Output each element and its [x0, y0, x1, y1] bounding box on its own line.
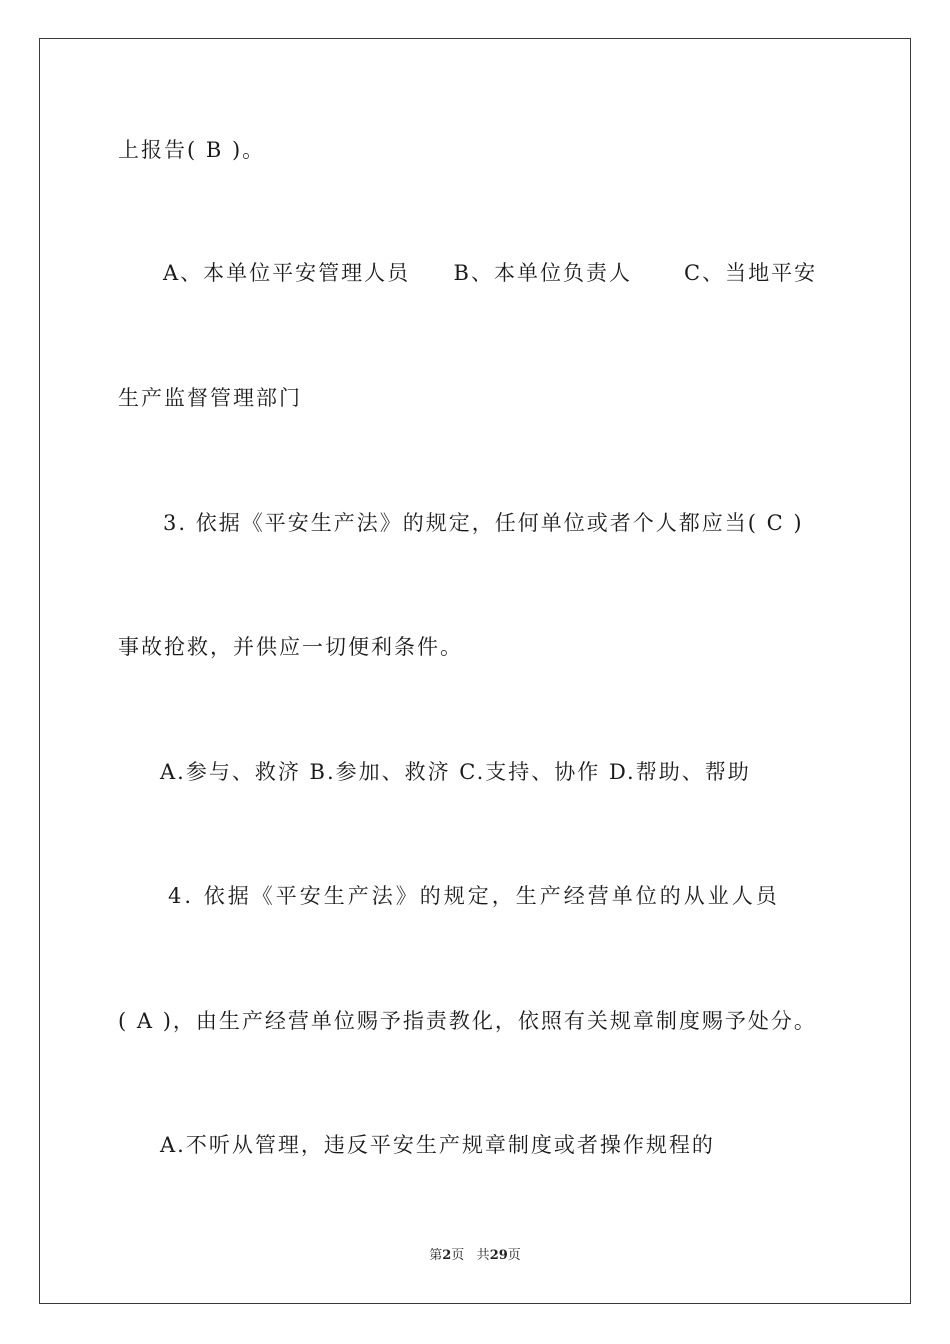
total-pages-number: 29	[489, 1248, 508, 1263]
text-line-3: 生产监督管理部门	[118, 386, 302, 410]
total-prefix: 共	[476, 1248, 490, 1263]
current-page-number: 2	[442, 1248, 452, 1263]
page-border	[39, 38, 911, 1304]
page-prefix: 第	[429, 1248, 443, 1263]
page-footer	[0, 1247, 950, 1265]
text-line-7: 4. 依据《平安生产法》的规定，生产经营单位的从业人员	[168, 884, 780, 908]
text-line-9: A.不听从管理，违反平安生产规章制度或者操作规程的	[160, 1133, 715, 1157]
text-line-5: 事故抢救，并供应一切便利条件。	[118, 635, 463, 659]
text-line-1: 上报告( B )。	[118, 138, 266, 162]
page-suffix: 页	[451, 1248, 465, 1263]
text-line-8: ( A )，由生产经营单位赐予指责教化，依照有关规章制度赐予处分。	[118, 1009, 817, 1033]
text-line-4: 3. 依据《平安生产法》的规定，任何单位或者个人都应当( C )	[163, 511, 804, 535]
text-line-2: A、本单位平安管理人员 B、本单位负责人 C、当地平安	[163, 261, 818, 285]
text-line-6: A.参与、救济 B.参加、救济 C.支持、协作 D.帮助、帮助	[160, 760, 751, 784]
total-suffix: 页	[507, 1248, 521, 1263]
